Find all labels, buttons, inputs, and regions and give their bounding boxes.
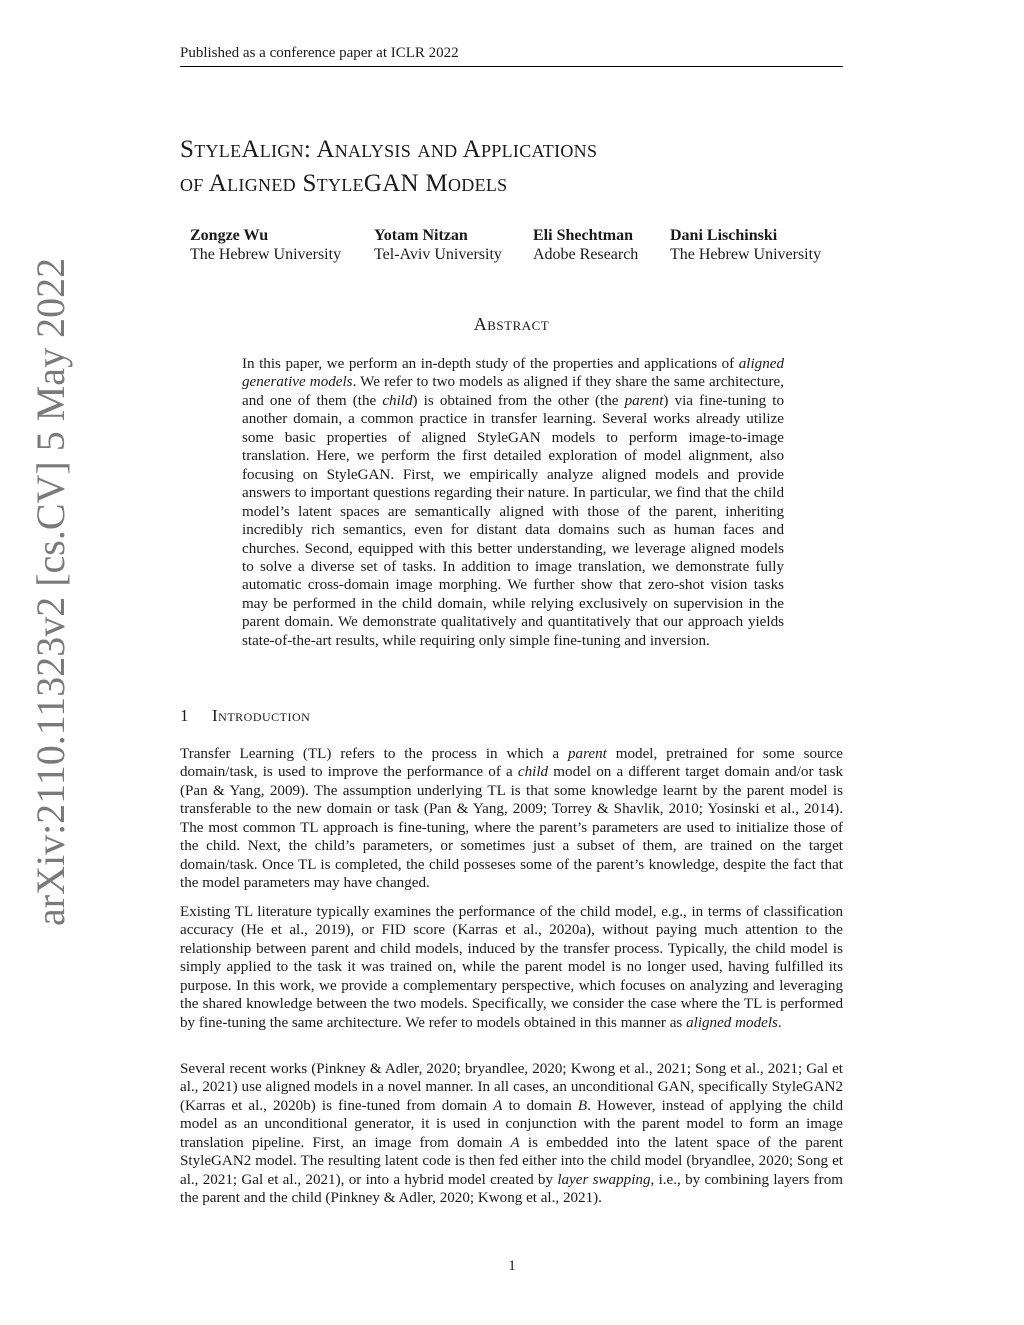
author-4	[670, 226, 821, 264]
paper-title	[180, 133, 880, 201]
intro-paragraph-3: Several recent works (Pinkney & Adler, 2020; bryandlee, 2020; Kwong et al., 2021; Song et al., 2021; Gal et al., 2021) use aligned models in a novel manner. In all cases, an unconditional GAN, specifically StyleGAN2 (Karras et al., 2020b) is fine-tuned from domain A to domain B. However, instead of applying the child model as an unconditional generator, it is used in conjunction with the parent model to form an image translation pipeline. First, an image from domain A is embedded into the latent space of the parent StyleGAN2 model. The resulting latent code is then fed either into the child model (bryandlee, 2020; Song et al., 2021; Gal et al., 2021), or into a hybrid model created by layer swapping, i.e., by combining layers from the parent and the child (Pinkney & Adler, 2020; Kwong et al., 2021).	[180, 1061, 844, 1207]
abstract-heading: Abstract	[473, 314, 550, 334]
abstract-body: In this paper, we perform an in-depth study of the properties and applications of aligned generative models. We refer to two models as aligned if they share the same architecture, and one of them (the child) is obtained from the other (the parent) via fine-tuning to another domain, a common practice in transfer learning. Several works already utilize some basic properties of aligned StyleGAN models to perform image-to-image translation. Here, we perform the first detailed exploration of model alignment, also focusing on StyleGAN. First, we empirically analyze aligned models and provide answers to important questions regarding their nature. In particular, we find that the child model’s latent spaces are semantically aligned with those of the parent, inheriting incredibly rich semantics, even for distant data domains such as human faces and churches. Second, equipped with this better understanding, we leverage aligned models to solve a diverse set of tasks. In addition to image translation, we demonstrate fully automatic cross-domain image morphing. We further show that zero-shot vision tasks may be performed in the child domain, while relying exclusively on supervision in the parent domain. We demonstrate qualitatively and quantitatively that our approach yields state-of-the-art results, while requiring only simple fine-tuning and inversion.	[242, 356, 784, 649]
section-number: 1	[180, 706, 189, 725]
author-name: Zongze Wu	[190, 227, 269, 244]
author-affiliation: The Hebrew University	[190, 246, 342, 263]
author-2	[374, 226, 502, 264]
author-name: Yotam Nitzan	[374, 227, 468, 244]
author-name: Eli Shechtman	[533, 227, 634, 244]
intro-paragraph-1: Transfer Learning (TL) refers to the process in which a parent model, pretrained for some source domain/task, is used to improve the performance of a child model on a different target domain and/or task (Pan & Yang, 2009). The assumption underlying TL is that some knowledge learnt by the parent model is transferable to the new domain or task (Pan & Yang, 2009; Torrey & Shavlik, 2010; Yosinski et al., 2014). The most common TL approach is fine-tuning, where the parent’s parameters are used to initialize those of the child. Next, the child’s parameters, or sometimes just a subset of them, are trained on the target domain/task. Once TL is completed, the child posseses some of the parent’s knowledge, despite the fact that the model parameters may have changed.	[180, 746, 843, 892]
author-3	[533, 226, 638, 264]
title-line-2: of Aligned StyleGAN Models	[180, 170, 508, 197]
page-number: 1	[508, 1258, 516, 1274]
author-1	[190, 226, 341, 264]
arxiv-sidebar-stamp: arXiv:2110.11323v2 [cs.CV] 5 May 2022	[28, 257, 73, 926]
running-header: Published as a conference paper at ICLR 2022	[180, 44, 843, 67]
author-affiliation: The Hebrew University	[670, 246, 822, 263]
section-title: Introduction	[212, 706, 311, 725]
author-affiliation: Adobe Research	[533, 246, 639, 263]
intro-paragraph-2: Existing TL literature typically examines the performance of the child model, e.g., in terms of classification accuracy (He et al., 2019), or FID score (Karras et al., 2020a), without paying much attention to the relationship between parent and child models, induced by the transfer process. Typically, the child model is simply applied to the task it was trained on, while the parent model is no longer used, having fulfilled its purpose. In this work, we provide a complementary perspective, which focuses on analyzing and leveraging the shared knowledge between the two models. Specifically, we consider the case where the TL is performed by fine-tuning the same architecture. We refer to models obtained in this manner as aligned models.	[180, 904, 843, 1031]
author-affiliation: Tel-Aviv University	[374, 246, 502, 263]
author-block	[190, 226, 850, 271]
section-heading-introduction	[180, 705, 310, 727]
title-line-1: StyleAlign: Analysis and Applications	[180, 136, 598, 163]
author-name: Dani Lischinski	[670, 227, 778, 244]
